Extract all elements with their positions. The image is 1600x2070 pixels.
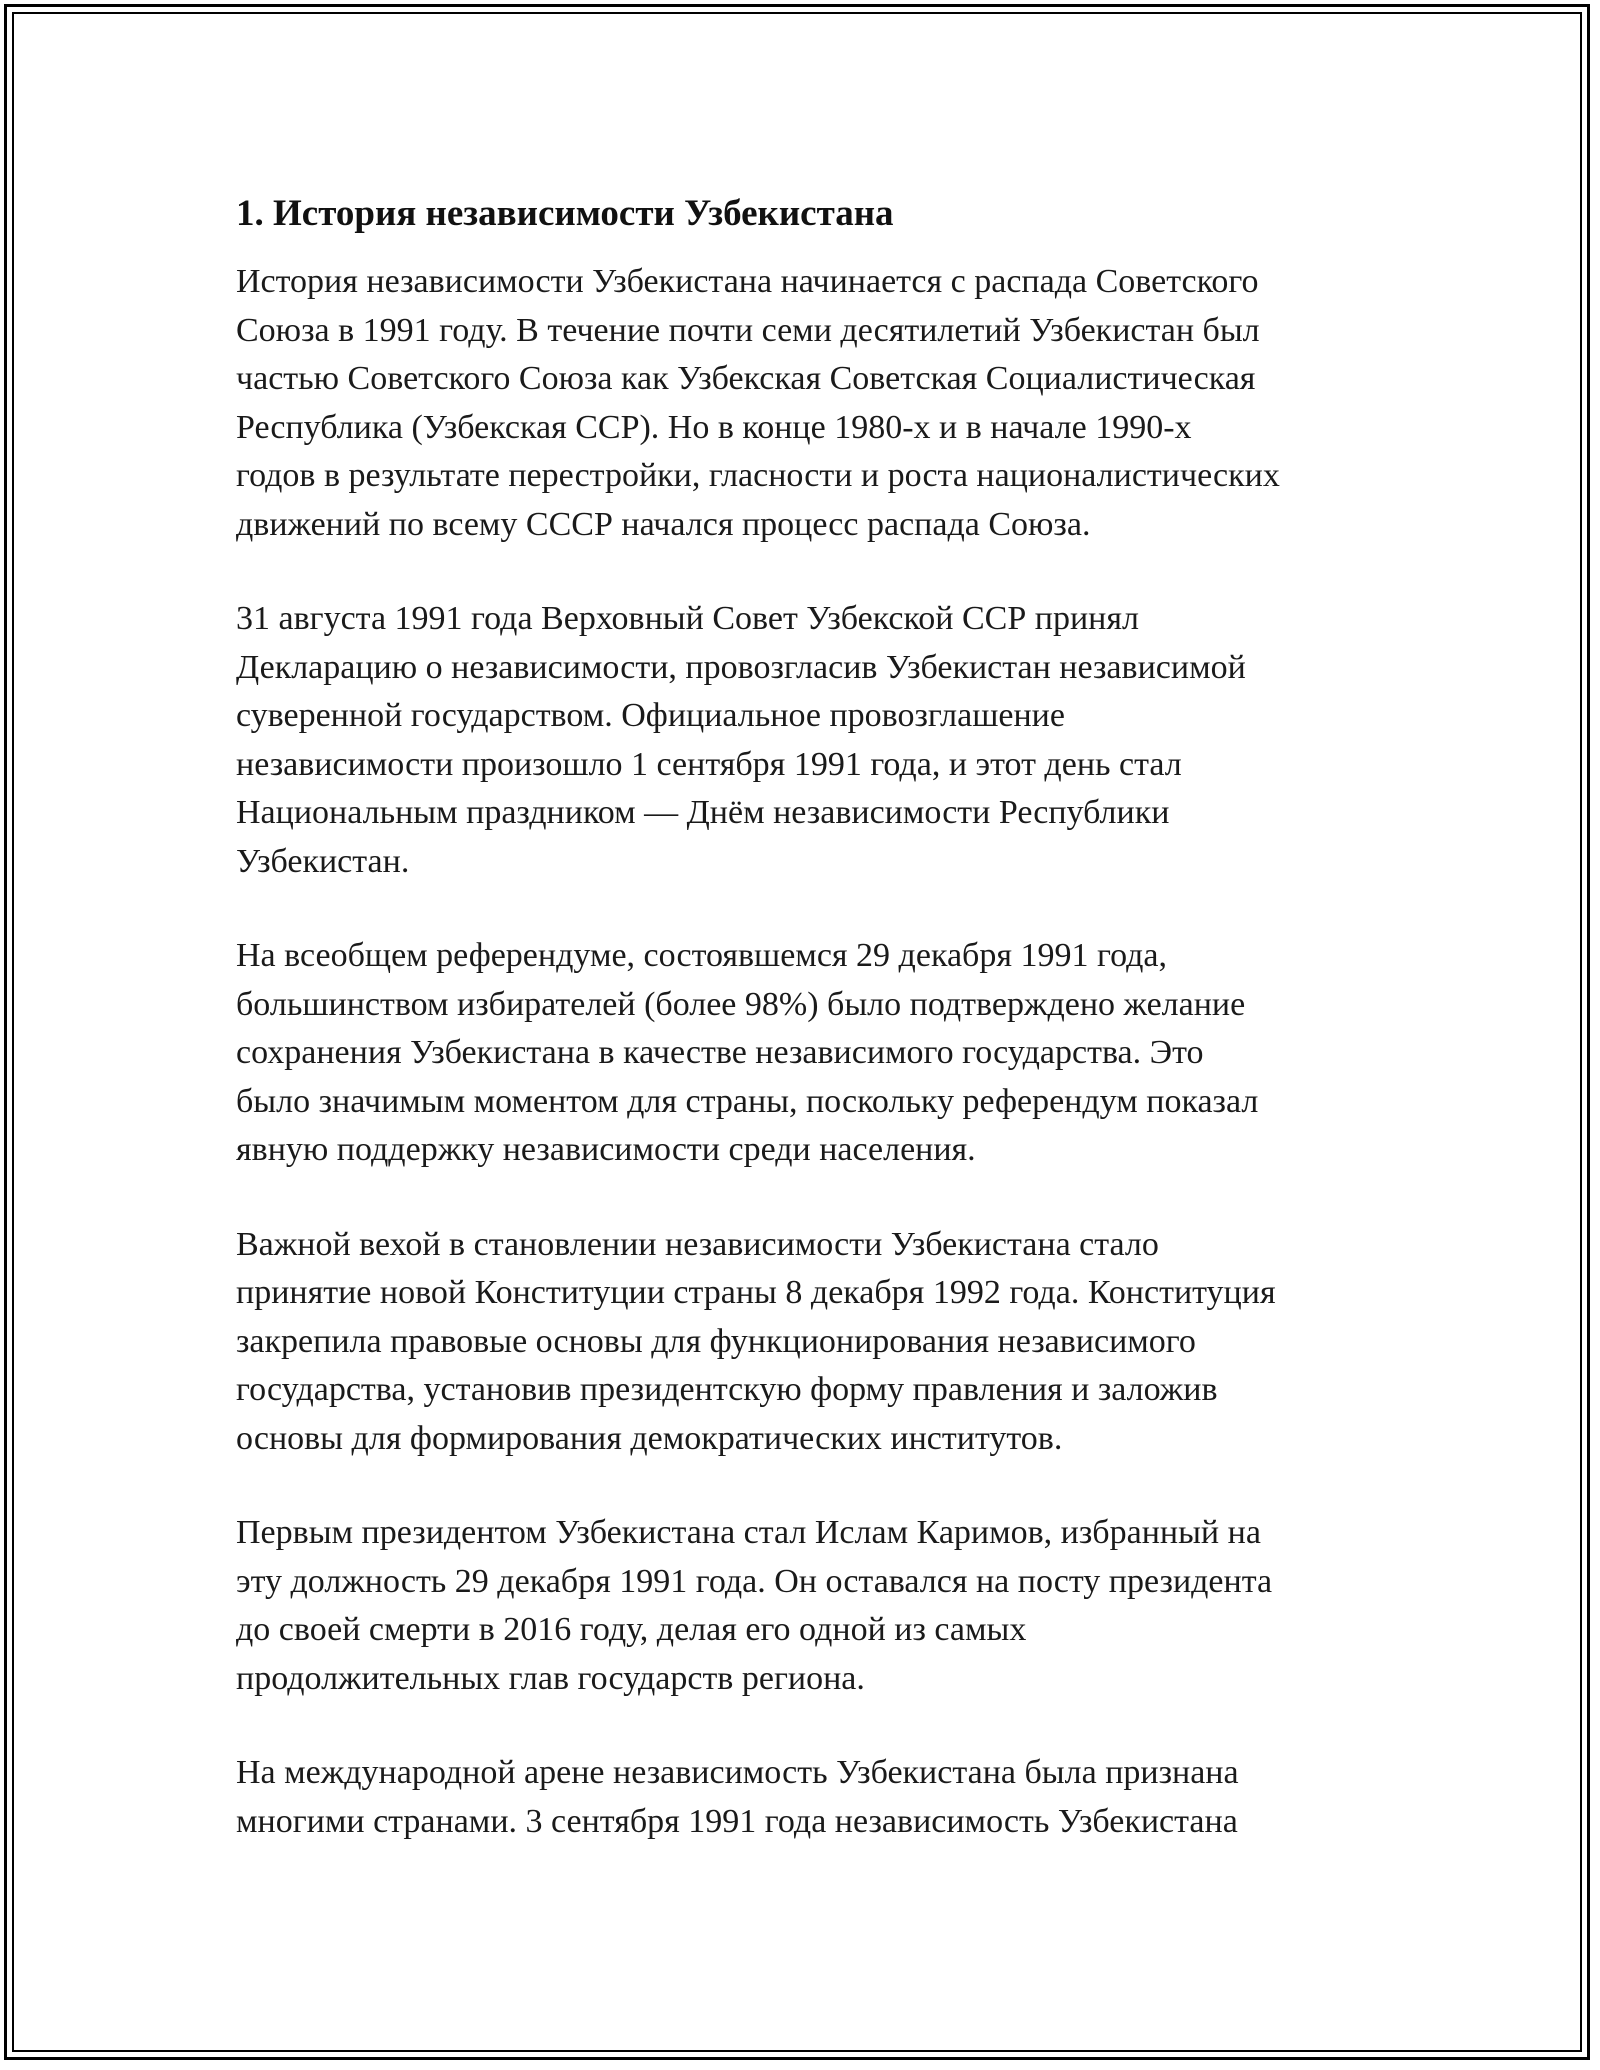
text-line: до своей смерти в 2016 году, делая его одной из самых bbox=[236, 1611, 1027, 1648]
text-line: явную поддержку независимости среди населения. bbox=[236, 1131, 976, 1168]
text-line: большинством избирателей (более 98%) было подтверждено желание bbox=[236, 985, 1246, 1023]
text-line: закрепила правовые основы для функционирования независимого bbox=[236, 1322, 1196, 1360]
text-line: сохранения Узбекистана в качестве независимого государства. Это bbox=[236, 1034, 1204, 1071]
text-line: эту должность 29 декабря 1991 года. Он оставался на посту президента bbox=[236, 1562, 1273, 1600]
text-line: годов в результате перестройки, гласности и роста националистических bbox=[236, 457, 1280, 494]
text-line: многими странами. 3 сентября 1991 года независимость Узбекистана bbox=[236, 1802, 1238, 1840]
text-line: принятие новой Конституции страны 8 декабря 1992 года. Конституция bbox=[236, 1274, 1276, 1311]
paragraph bbox=[236, 258, 1396, 549]
text-line: движений по всему СССР начался процесс распада Союза. bbox=[236, 505, 1091, 543]
text-line: суверенной государством. Официальное провозглашение bbox=[236, 697, 1065, 734]
text-line: частью Советского Союза как Узбекская Советская Социалистическая bbox=[236, 360, 1256, 397]
document-body bbox=[236, 190, 1396, 1892]
section-heading: 1. История независимости Узбекистана bbox=[236, 193, 894, 234]
text-line: Важной вехой в становлении независимости Узбекистана стало bbox=[236, 1225, 1159, 1263]
text-line: основы для формирования демократических институтов. bbox=[236, 1419, 1063, 1457]
paragraph bbox=[236, 1749, 1396, 1846]
text-line: Декларацию о независимости, провозгласив Узбекистан независимой bbox=[236, 648, 1246, 686]
paragraph bbox=[236, 932, 1396, 1175]
text-line: Национальным праздником — Днём независимости Республики bbox=[236, 794, 1170, 831]
text-line: Республика (Узбекская ССР). Но в конце 1980-х и в начале 1990-х bbox=[236, 408, 1192, 446]
text-line: Первым президентом Узбекистана стал Ислам Каримов, избранный на bbox=[236, 1514, 1261, 1551]
text-line: История независимости Узбекистана начинается с распада Советского bbox=[236, 263, 1259, 300]
text-line: На всеобщем референдуме, состоявшемся 29 декабря 1991 года, bbox=[236, 937, 1167, 974]
paragraph bbox=[236, 595, 1396, 886]
text-line: независимости произошло 1 сентября 1991 года, и этот день стал bbox=[236, 745, 1182, 783]
text-line: Узбекистан. bbox=[236, 842, 410, 880]
paragraph bbox=[236, 1509, 1396, 1703]
text-line: государства, установив президентскую форму правления и заложив bbox=[236, 1371, 1218, 1408]
text-line: Союза в 1991 году. В течение почти семи десятилетий Узбекистан был bbox=[236, 311, 1260, 349]
paragraph bbox=[236, 1221, 1396, 1464]
paragraphs-container bbox=[236, 258, 1396, 1846]
text-line: На международной арене независимость Узбекистана была признана bbox=[236, 1754, 1239, 1791]
text-line: продолжительных глав государств региона. bbox=[236, 1659, 865, 1697]
text-line: 31 августа 1991 года Верховный Совет Узбекской ССР принял bbox=[236, 600, 1139, 637]
text-line: было значимым моментом для страны, поскольку референдум показал bbox=[236, 1082, 1259, 1120]
